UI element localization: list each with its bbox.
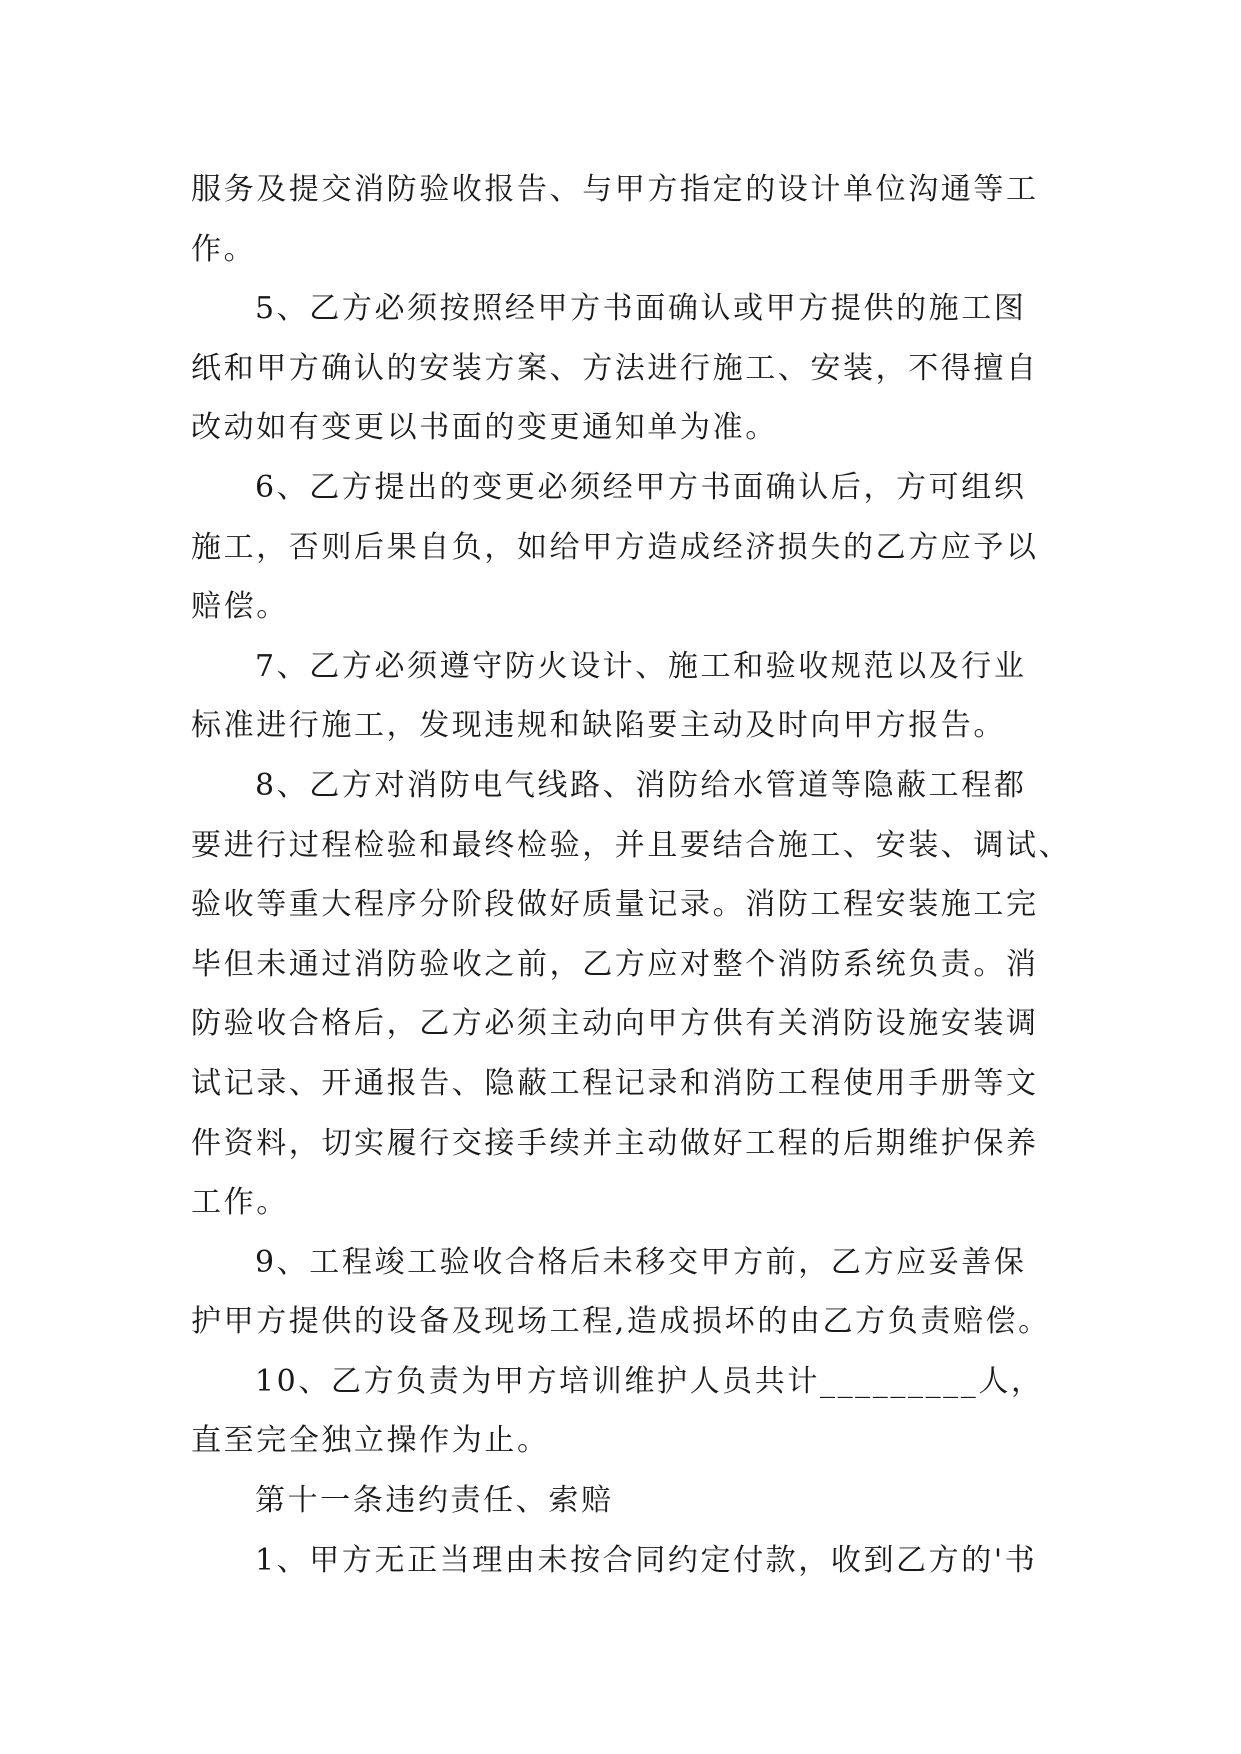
text-line: 纸和甲方确认的安装方案、方法进行施工、安装，不得擅自	[191, 350, 1039, 386]
section-heading-11	[191, 1471, 1071, 1531]
text-line: 改动如有变更以书面的变更通知单为准。	[191, 410, 778, 446]
text-line: 第十一条违约责任、索赔	[255, 1483, 614, 1519]
text-line: 9、工程竣工验收合格后未移交甲方前，乙方应妥善保	[255, 1244, 1027, 1280]
text-line: 工作。	[191, 1185, 289, 1221]
text-line: 服务及提交消防验收报告、与甲方指定的设计单位沟通等工	[191, 172, 1039, 207]
text-line: 10、乙方负责为甲方培训维护人员共计_________人，	[255, 1363, 1044, 1399]
document-body	[191, 160, 1071, 1590]
text-line: 件资料，切实履行交接手续并主动做好工程的后期维护保养	[191, 1125, 1039, 1161]
text-line: 作。	[191, 231, 257, 267]
para-item-5	[191, 279, 1071, 458]
text-line: 8、乙方对消防电气线路、消防给水管道等隐蔽工程都	[255, 767, 1027, 803]
para-breach-1	[191, 1531, 1071, 1591]
text-line: 1、甲方无正当理由未按合同约定付款，收到乙方的'书	[255, 1542, 1038, 1578]
text-line: 要进行过程检验和最终检验，并且要结合施工、安装、调试、	[191, 827, 1072, 863]
text-line: 标准进行施工，发现违规和缺陷要主动及时向甲方报告。	[191, 708, 1006, 744]
text-line: 赔偿。	[191, 589, 289, 625]
para-item-6	[191, 458, 1071, 637]
text-line: 试记录、开通报告、隐蔽工程记录和消防工程使用手册等文	[191, 1065, 1039, 1101]
para-item-10	[191, 1352, 1071, 1471]
para-item-8	[191, 756, 1071, 1233]
text-line: 施工，否则后果自负，如给甲方造成经济损失的乙方应予以	[191, 529, 1039, 565]
text-line: 5、乙方必须按照经甲方书面确认或甲方提供的施工图	[255, 291, 1027, 327]
text-line: 验收等重大程序分阶段做好质量记录。消防工程安装施工完	[191, 887, 1039, 923]
para-item-9	[191, 1233, 1071, 1352]
text-line: 防验收合格后，乙方必须主动向甲方供有关消防设施安装调	[191, 1006, 1039, 1042]
text-line: 护甲方提供的设备及现场工程,造成损坏的由乙方负责赔偿。	[191, 1304, 1051, 1340]
para-continued	[191, 160, 1071, 279]
para-item-7	[191, 637, 1071, 756]
text-line: 6、乙方提出的变更必须经甲方书面确认后，方可组织	[255, 469, 1027, 505]
text-line: 7、乙方必须遵守防火设计、施工和验收规范以及行业	[255, 648, 1027, 684]
text-line: 直至完全独立操作为止。	[191, 1423, 550, 1459]
text-line: 毕但未通过消防验收之前，乙方应对整个消防系统负责。消	[191, 946, 1039, 982]
